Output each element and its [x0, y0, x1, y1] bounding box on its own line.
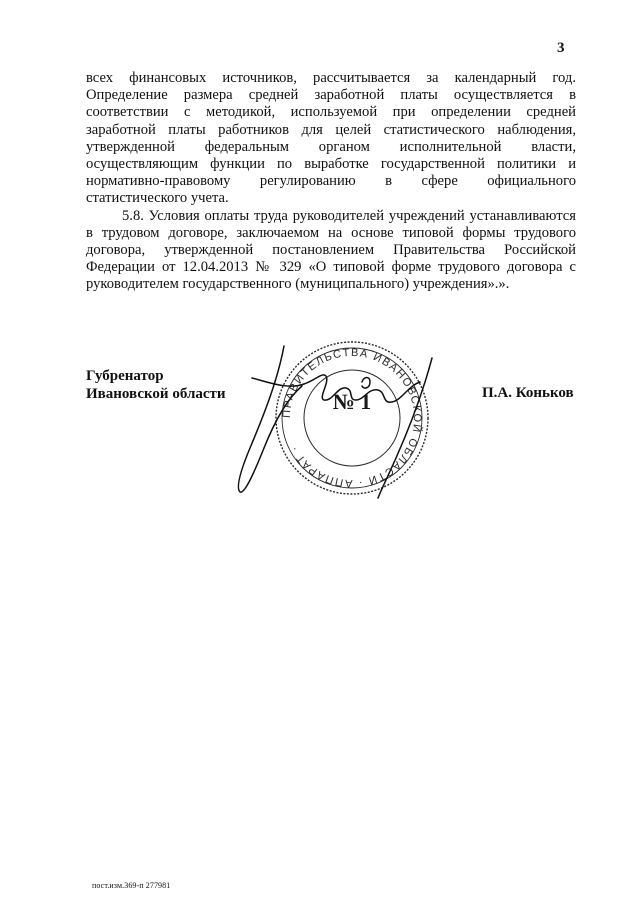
- page-number: 3: [557, 40, 565, 56]
- paragraph-5-8: 5.8. Условия оплаты труда руководителей учреждений устанавливаются в трудовом договоре, заключаемом на основе типовой формы трудового договора, утвержденной постановлением Правительства Российской Федерации от 12.04.2013 № 329 «О типовой форме трудового договора с руководителем государственного (муниципального) учреждения».».: [86, 207, 576, 293]
- stamp-seal: [276, 342, 428, 494]
- signer-name: П.А. Коньков: [482, 385, 574, 401]
- document-body: [86, 70, 576, 294]
- document-footer-code: пост.изм.369-п 277981: [92, 881, 171, 890]
- signer-title-line-2: Ивановской области: [86, 386, 226, 402]
- stamp-ring-text: ПРАВИТЕЛЬСТВА ИВАНОВСКОЙ ОБЛАСТИ · АППАРАТ ·: [280, 346, 424, 490]
- stamp-number: № 1: [332, 389, 372, 414]
- signer-title-line-1: Губренатор: [86, 368, 164, 384]
- signer-title: [86, 367, 226, 403]
- official-stamp-with-signature: [232, 338, 452, 500]
- paragraph-income-sources: всех финансовых источников, рассчитывается за календарный год. Определение размера средней заработной платы осуществляется в соответствии с методикой, используемой при определении средней заработной платы работников для целей статистического наблюдения, утвержденной федеральным органом исполнительной власти, осуществляющим функции по выработке государственной политики и нормативно-правовому регулированию в сфере официального статистического учета.: [86, 70, 576, 207]
